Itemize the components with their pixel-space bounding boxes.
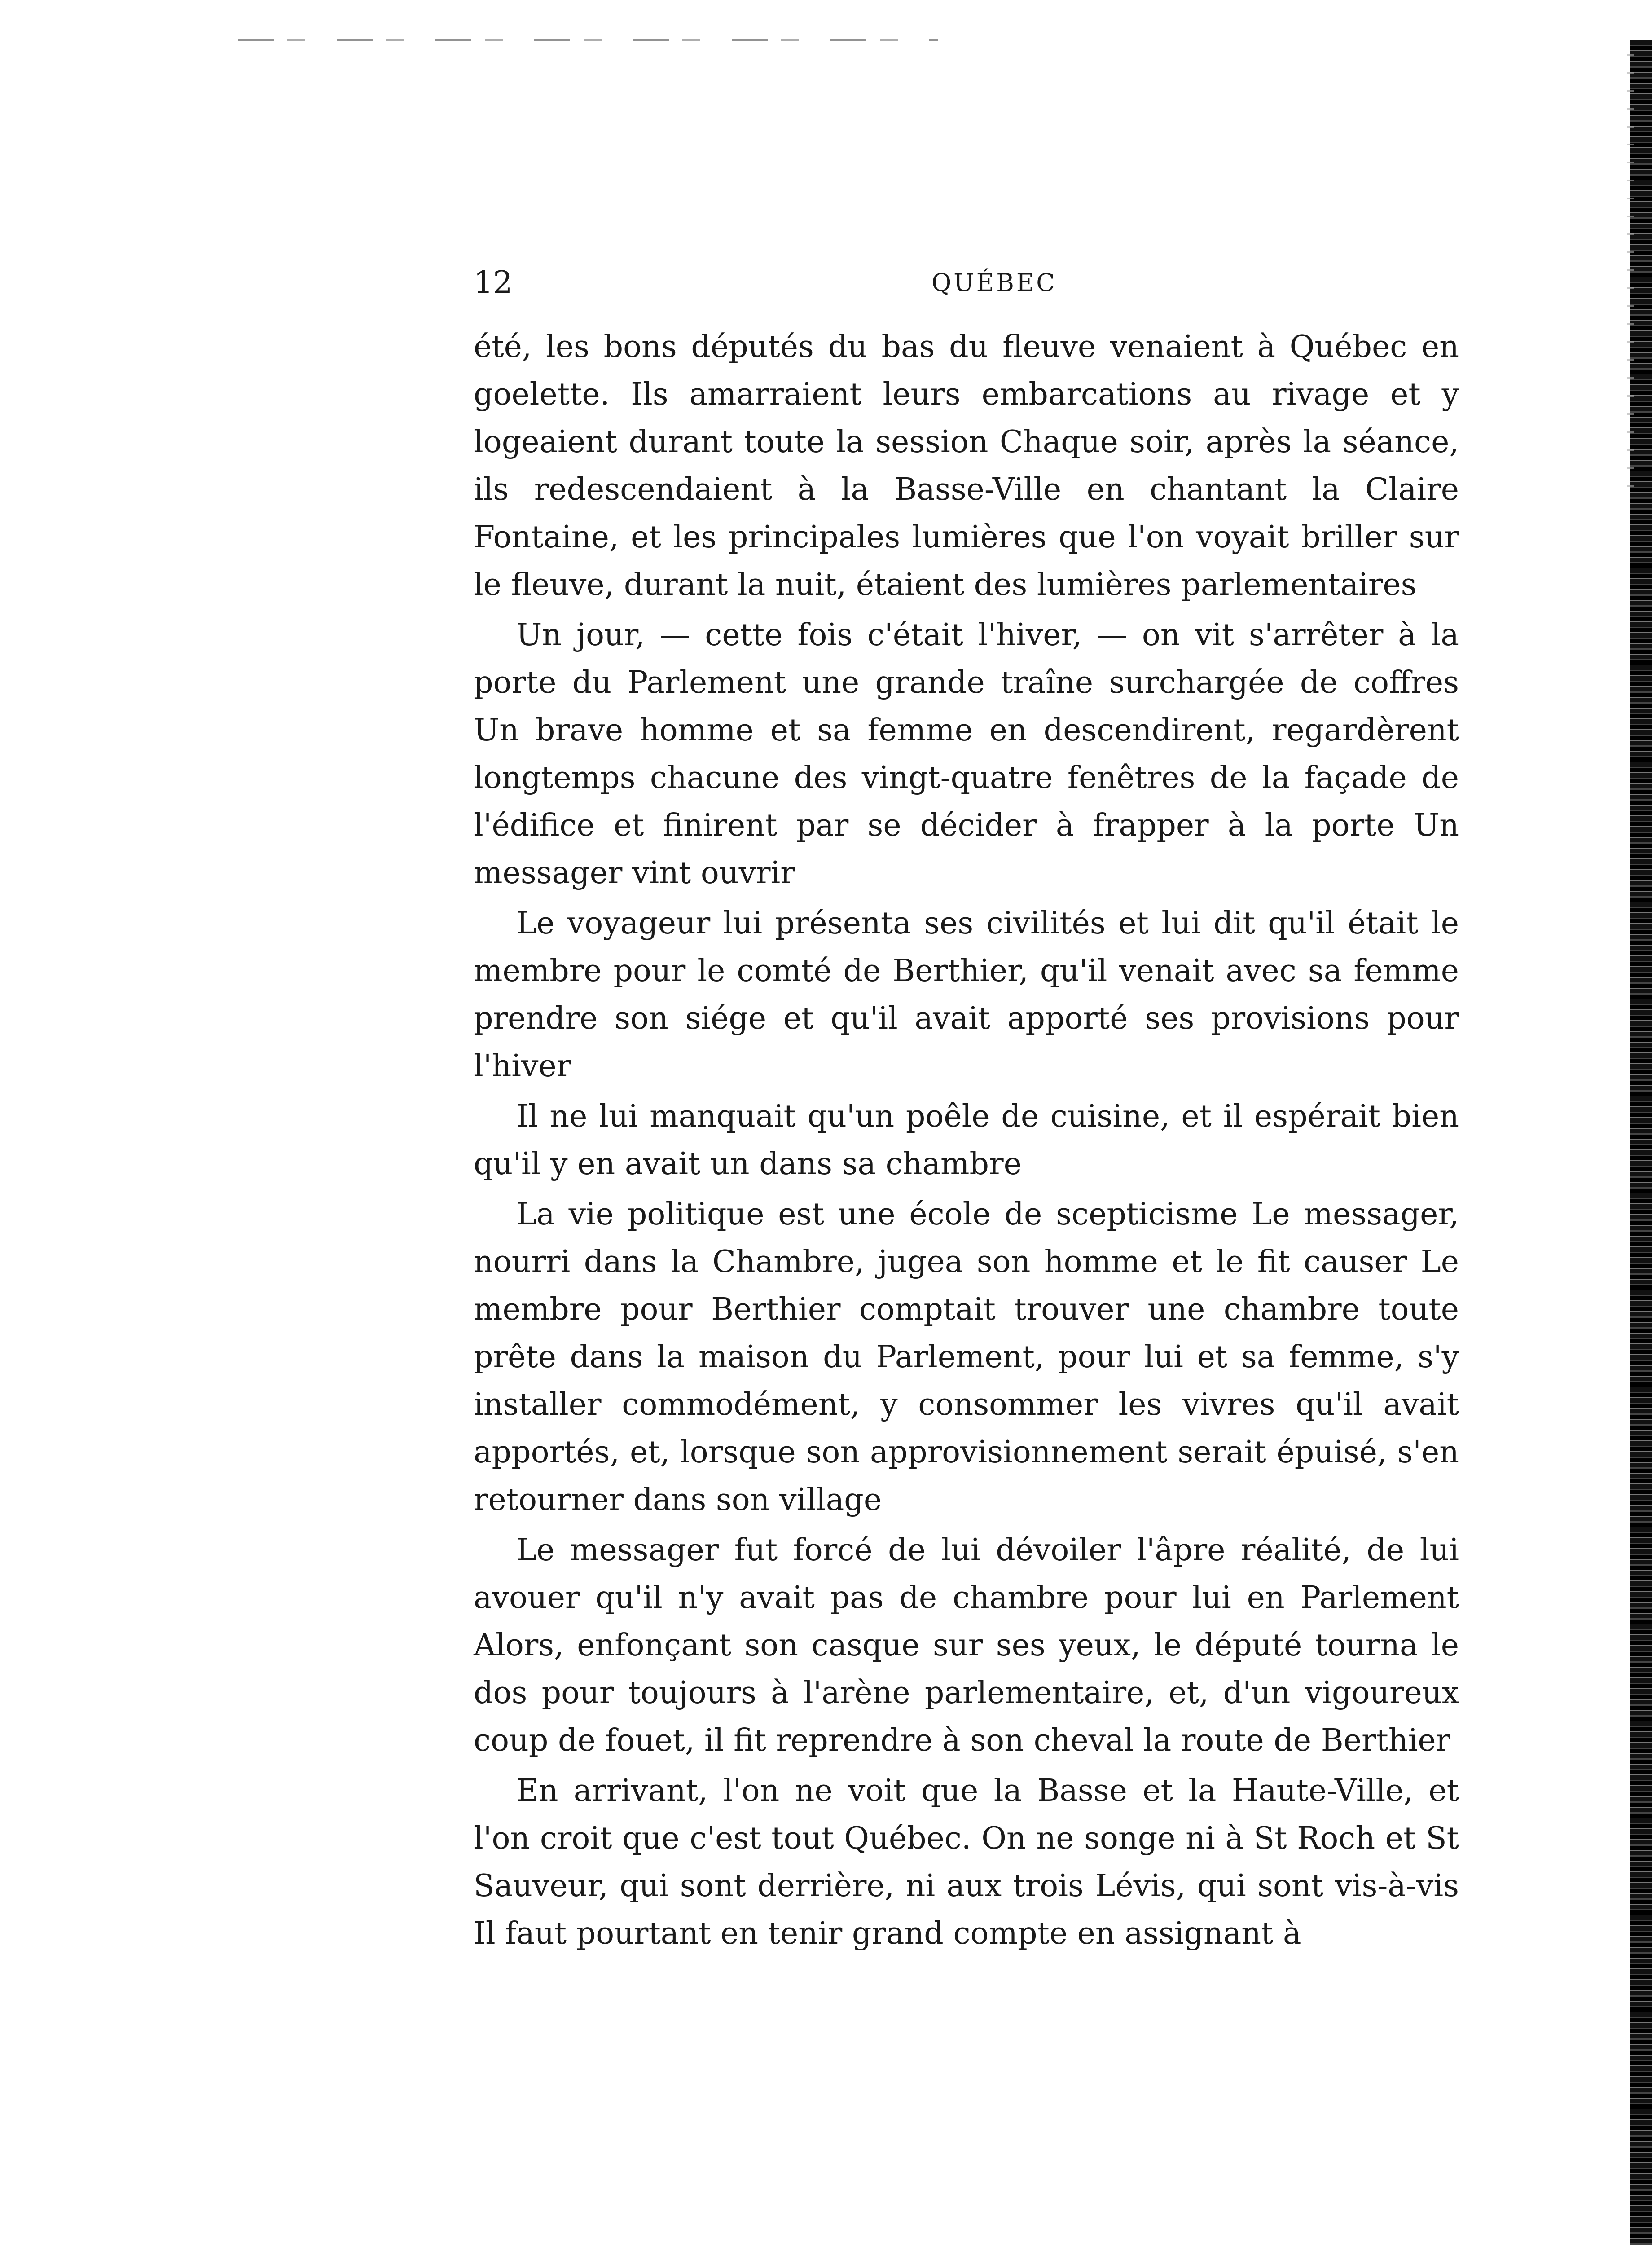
paragraph: Le voyageur lui présenta ses civilités et lui dit qu'il était le membre pour le comté de Berthier, qu'il venait avec sa femme prendre son siége et qu'il avait apporté ses provisions pour l'hiver bbox=[474, 906, 1459, 1084]
paragraph: Il ne lui manquait qu'un poêle de cuisine, et il espérait bien qu'il y en avait un dans sa chambre bbox=[474, 1099, 1459, 1182]
running-head: QUÉBEC bbox=[931, 269, 1057, 297]
paragraph: En arrivant, l'on ne voit que la Basse et la Haute-Ville, et l'on croit que c'est tout Québec. On ne songe ni à St Roch et St Sauveur, qui sont derrière, ni aux trois Lévis, qui sont vis-à-vis Il faut pourtant en tenir grand compte en assignant à bbox=[474, 1773, 1459, 1951]
paragraph: Le messager fut forcé de lui dévoiler l'âpre réalité, de lui avouer qu'il n'y avait pas de chambre pour lui en Parlement Alors, enfonçant son casque sur ses yeux, le député tourna le dos pour toujours à l'arène parlementaire, et, d'un vigoureux coup de fouet, il fit reprendre à son cheval la route de Berthier bbox=[474, 1532, 1459, 1758]
paragraph: été, les bons députés du bas du fleuve venaient à Québec en goelette. Ils amarraient leurs embarcations au rivage et y logeaient durant toute la session Chaque soir, après la séance, ils redescendaient à la Basse-Ville en chantant la Claire Fontaine, et les principales lumières que l'on voyait briller sur le fleuve, durant la nuit, étaient des lumières parlementaires bbox=[474, 329, 1459, 603]
scan-smudge-top bbox=[238, 39, 938, 41]
body-text bbox=[474, 323, 1459, 1960]
paragraph: Un jour, — cette fois c'était l'hiver, — on vit s'arrêter à la porte du Parlement une grande traîne surchargée de coffres Un brave homme et sa femme en descendirent, regardèrent longtemps chacune des vingt-quatre fenêtres de la façade de l'édifice et finirent par se décider à frapper à la porte Un messager vint ouvrir bbox=[474, 617, 1459, 891]
paragraph: La vie politique est une école de scepticisme Le messager, nourri dans la Chambre, jugea son homme et le fit causer Le membre pour Berthier comptait trouver une chambre toute prête dans la maison du Parlement, pour lui et sa femme, s'y installer commodément, y consommer les vivres qu'il avait apportés, et, lorsque son approvisionnement serait épuisé, s'en retourner dans son village bbox=[474, 1197, 1459, 1518]
scan-shadow-speckle bbox=[1627, 54, 1634, 503]
page-number: 12 bbox=[474, 265, 513, 300]
page-header bbox=[474, 265, 1459, 301]
